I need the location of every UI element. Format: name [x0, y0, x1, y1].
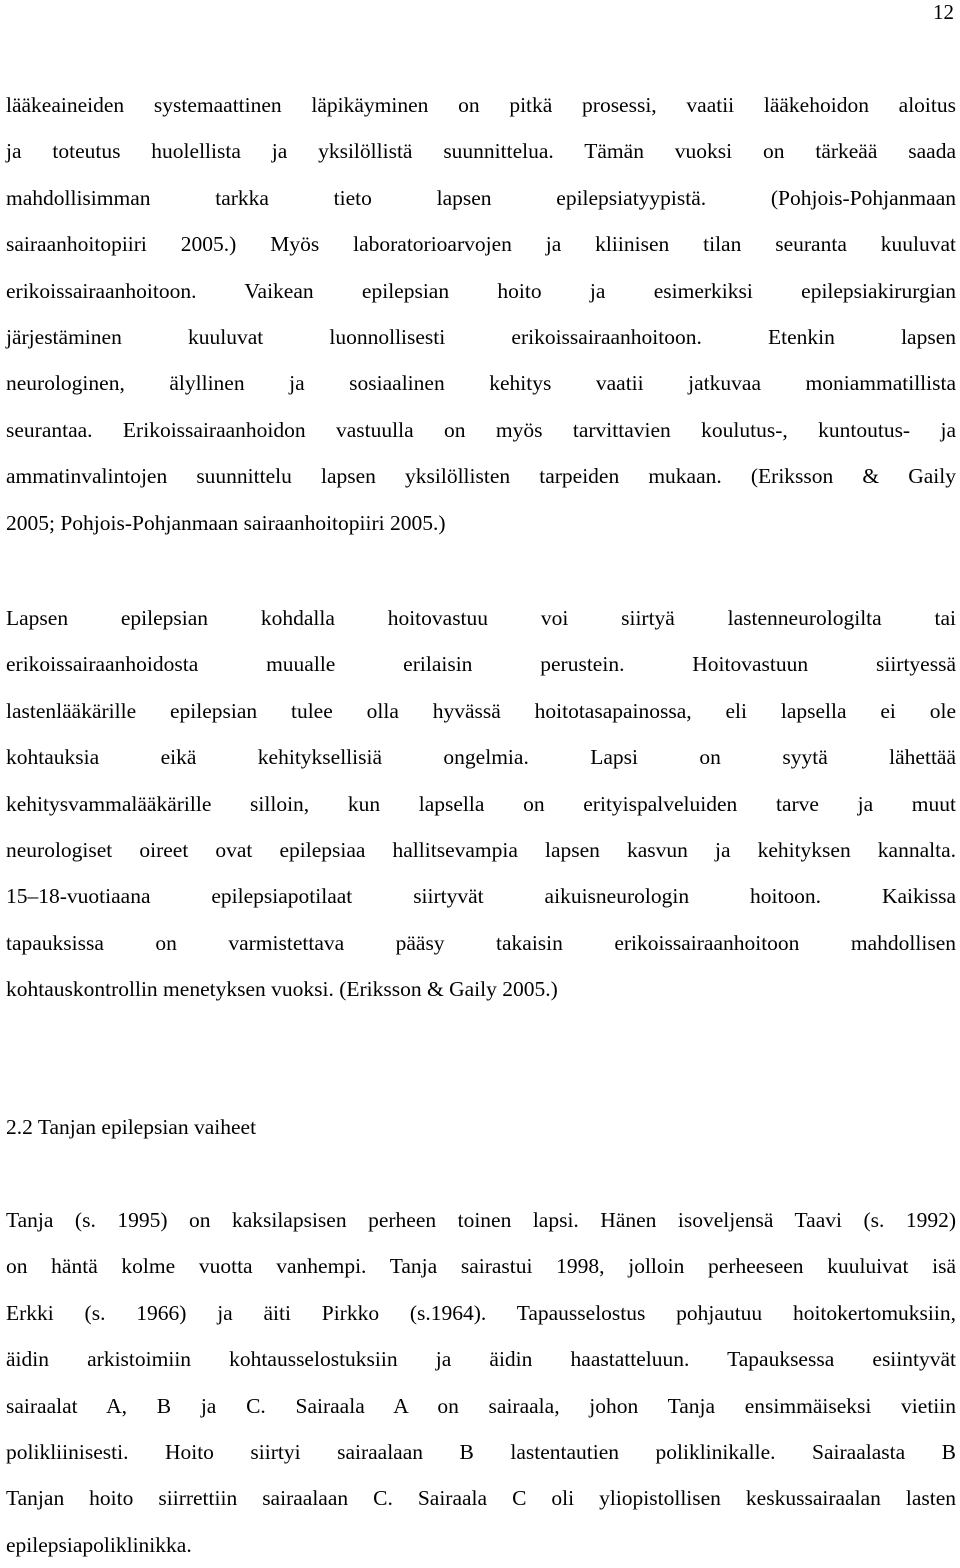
text-line: tapauksissa on varmistettava pääsy takaisin erikoissairaanhoitoon mahdollisen: [6, 930, 956, 955]
text-line: neurologinen, älyllinen ja sosiaalinen kehitys vaatii jatkuvaa moniammatillista: [6, 371, 956, 396]
text-line: kehitysvammalääkärille silloin, kun lapsella on erityispalveluiden tarve ja muut: [6, 791, 956, 816]
paragraph-care-transfer: [6, 595, 956, 1013]
paragraph-case-background: [6, 1197, 956, 1568]
text-line: Erkki (s. 1966) ja äiti Pirkko (s.1964). Tapausselostus pohjautuu hoitokertomuksiin,: [6, 1300, 956, 1325]
text-line: mahdollisimman tarkka tieto lapsen epilepsiatyypistä. (Pohjois-Pohjanmaan: [6, 185, 956, 210]
text-line: epilepsiapoliklinikka.: [6, 1532, 192, 1557]
text-line: lastenlääkärille epilepsian tulee olla hyvässä hoitotasapainossa, eli lapsella ei ole: [6, 698, 956, 723]
text-line: Tanjan hoito siirrettiin sairaalaan C. Sairaala C oli yliopistollisen keskussairaalan lasten: [6, 1486, 956, 1511]
text-line: Tanja (s. 1995) on kaksilapsisen perheen toinen lapsi. Hänen isoveljensä Taavi (s. 1992): [6, 1208, 956, 1232]
text-line: erikoissairaanhoitoon. Vaikean epilepsian hoito ja esimerkiksi epilepsiakirurgian: [6, 278, 956, 303]
section-heading: 2.2 Tanjan epilepsian vaiheet: [6, 1115, 257, 1139]
paragraph-treatment-responsibility: [6, 82, 956, 546]
text-line: järjestäminen kuuluvat luonnollisesti erikoissairaanhoitoon. Etenkin lapsen: [6, 324, 956, 349]
text-line: seurantaa. Erikoissairaanhoidon vastuulla on myös tarvittavien koulutus-, kuntoutus- ja: [6, 417, 956, 442]
text-line: äidin arkistoimiin kohtausselostuksiin ja äidin haastatteluun. Tapauksessa esiintyvät: [6, 1347, 956, 1372]
text-line: erikoissairaanhoidosta muualle erilaisin perustein. Hoitovastuun siirtyessä: [6, 652, 956, 677]
text-line: sairaalat A, B ja C. Sairaala A on sairaala, johon Tanja ensimmäiseksi vietiin: [6, 1393, 956, 1418]
text-line: polikliinisesti. Hoito siirtyi sairaalaan B lastentautien poliklinikalle. Sairaalasta B: [6, 1439, 956, 1464]
text-line: sairaanhoitopiiri 2005.) Myös laboratorioarvojen ja kliinisen tilan seuranta kuuluvat: [6, 232, 956, 257]
text-line: neurologiset oireet ovat epilepsiaa hallitsevampia lapsen kasvun ja kehityksen kannalta.: [6, 837, 956, 862]
text-line: 2005; Pohjois-Pohjanmaan sairaanhoitopiiri 2005.): [6, 510, 446, 535]
text-line: ammatinvalintojen suunnittelu lapsen yksilöllisten tarpeiden mukaan. (Eriksson & Gaily: [6, 464, 956, 489]
text-line: Lapsen epilepsian kohdalla hoitovastuu voi siirtyä lastenneurologilta tai: [6, 606, 956, 630]
text-line: lääkeaineiden systemaattinen läpikäyminen on pitkä prosessi, vaatii lääkehoidon aloitus: [6, 93, 956, 117]
text-line: kohtauskontrollin menetyksen vuoksi. (Eriksson & Gaily 2005.): [6, 977, 558, 1002]
page-number: 12: [933, 0, 954, 24]
text-line: on häntä kolme vuotta vanhempi. Tanja sairastui 1998, jolloin perheeseen kuuluivat isä: [6, 1254, 956, 1279]
text-line: 15–18-vuotiaana epilepsiapotilaat siirtyvät aikuisneurologin hoitoon. Kaikissa: [6, 884, 956, 909]
text-line: kohtauksia eikä kehityksellisiä ongelmia. Lapsi on syytä lähettää: [6, 745, 956, 770]
text-line: ja toteutus huolellista ja yksilöllistä suunnittelua. Tämän vuoksi on tärkeää saada: [6, 139, 956, 164]
